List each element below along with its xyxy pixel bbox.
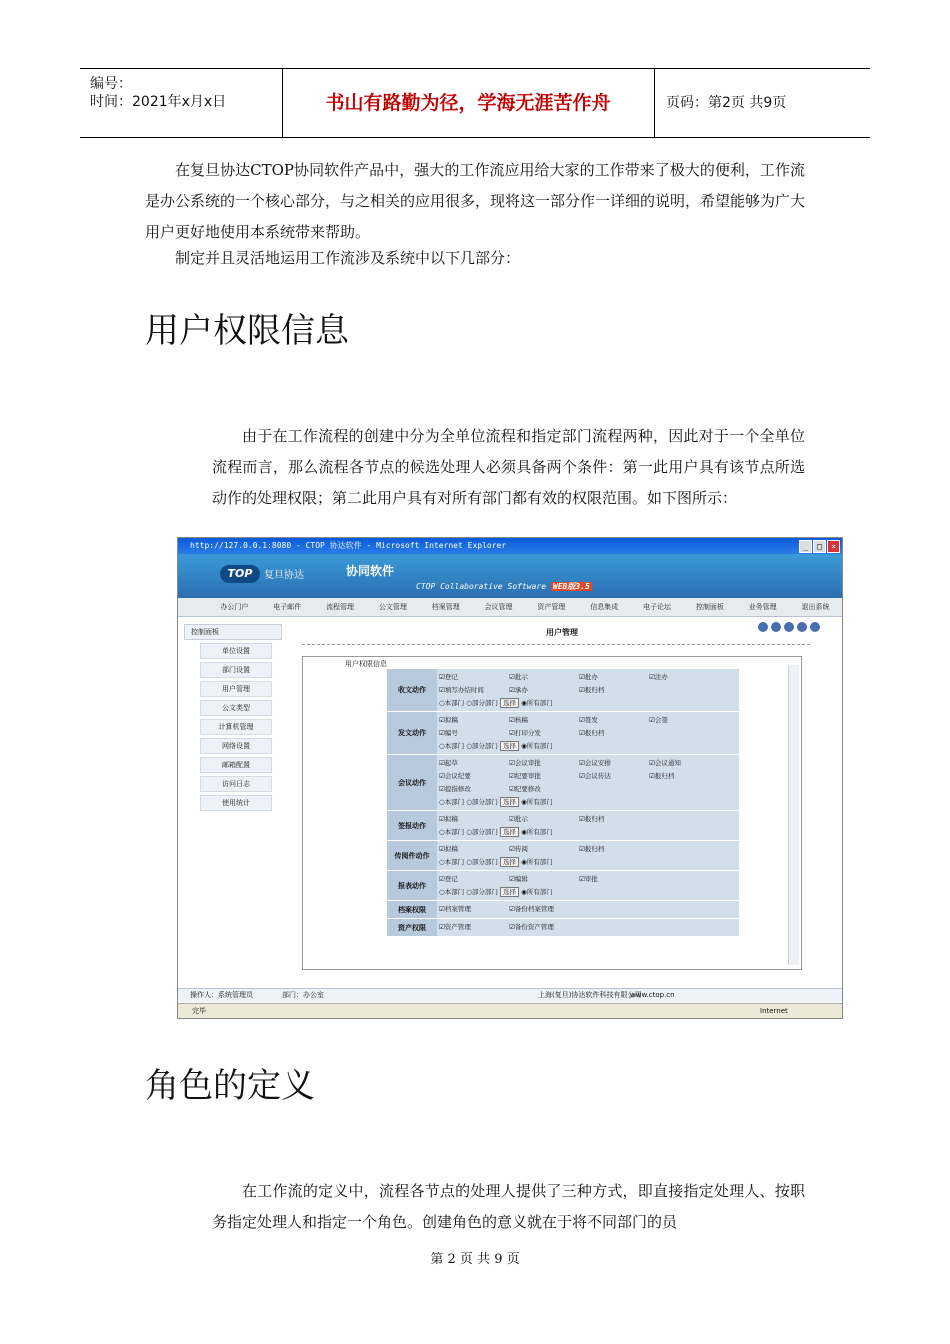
permission-group-label: 签报动作: [387, 811, 437, 840]
permission-checkbox[interactable]: ☑纪要审批: [509, 772, 541, 780]
scope-selector: [439, 856, 737, 868]
scope-own-radio[interactable]: ○本部门: [439, 828, 465, 836]
nav-item-control-panel[interactable]: 控制面板: [695, 603, 724, 611]
permission-checkbox[interactable]: ☑核稿: [509, 716, 528, 724]
permission-checkbox[interactable]: ☑传阅: [509, 845, 528, 853]
permission-checkbox[interactable]: ☑会签: [649, 716, 668, 724]
fieldset-legend: 用户权限信息: [345, 660, 387, 668]
header-meta-cell: [80, 69, 283, 137]
sidebar-item-computers[interactable]: 计算机管理: [200, 719, 272, 735]
scope-all-radio[interactable]: ◉所有部门: [521, 742, 553, 750]
permission-option-label: 会议安排: [584, 759, 611, 767]
app-status-bar: [178, 988, 842, 1002]
permission-checkbox[interactable]: ☑档案管理: [439, 905, 471, 913]
permission-option-label: 传阅: [514, 845, 528, 853]
permission-checkbox[interactable]: ☑审批: [579, 875, 598, 883]
permission-group-label: 发文动作: [387, 712, 437, 754]
permission-checkbox[interactable]: ☑起草: [439, 759, 458, 767]
permission-checkbox[interactable]: ☑资产管理: [439, 923, 471, 931]
permission-row: [387, 669, 739, 712]
help-icon[interactable]: [810, 622, 820, 632]
permission-option-label: 备份档案管理: [514, 905, 554, 913]
permission-checkbox[interactable]: ☑批办: [579, 673, 598, 681]
nav-item-business[interactable]: 业务管理: [748, 603, 777, 611]
permission-checkbox[interactable]: ☑备份资产管理: [509, 923, 554, 931]
scope-part-radio[interactable]: ○部分部门: [466, 699, 498, 707]
permission-option-label: 纪要修改: [514, 785, 541, 793]
permission-checkbox[interactable]: ☑登记: [439, 673, 458, 681]
section2-body: 在工作流的定义中，流程各节点的处理人提供了三种方式，即直接指定处理人、按职务指定处理人和指定一个角色。创建角色的意义就在于将不同部门的员: [212, 1182, 805, 1231]
permission-row: [387, 811, 739, 841]
permission-checkbox[interactable]: ☑会议纪要: [439, 772, 471, 780]
permission-option-label: 会议传达: [584, 772, 611, 780]
panel-title: 控制面板: [184, 624, 282, 640]
permission-checkbox[interactable]: ☑编号: [439, 729, 458, 737]
sidebar-item-network[interactable]: 网络设置: [200, 738, 272, 754]
scope-selector: [439, 740, 737, 752]
page-footer: 第 2 页 共 9 页: [430, 1252, 520, 1267]
permission-option-label: 批示: [514, 673, 528, 681]
maximize-icon[interactable]: □: [813, 540, 826, 553]
permission-checkbox[interactable]: ☑报归档: [579, 729, 605, 737]
ie-status-bar: [178, 1003, 842, 1018]
refresh-icon[interactable]: [784, 622, 794, 632]
permission-option-label: 会签: [654, 716, 668, 724]
permission-group-label: 会议动作: [387, 755, 437, 810]
scope-part-radio[interactable]: ○部分部门: [466, 828, 498, 836]
intro-paragraph-2: 制定并且灵活地运用工作流涉及系统中以下几部分：: [175, 249, 521, 267]
permission-checkbox[interactable]: ☑备份档案管理: [509, 905, 554, 913]
permission-checkbox[interactable]: ☑签发: [579, 716, 598, 724]
permission-group-label: 传阅件动作: [387, 841, 437, 870]
scope-select-button[interactable]: 选择: [500, 827, 519, 837]
permission-option-label: 报归档: [584, 686, 605, 694]
scope-all-radio[interactable]: ◉所有部门: [521, 798, 553, 806]
app-banner: [178, 554, 842, 598]
permission-checkbox[interactable]: ☑报归档: [649, 772, 675, 780]
permission-checkbox[interactable]: ☑批示: [509, 673, 528, 681]
permission-group-label: 资产权限: [387, 919, 437, 936]
globe-icon[interactable]: [771, 622, 781, 632]
permissions-table: [387, 669, 739, 937]
scope-own-radio[interactable]: ○本部门: [439, 858, 465, 866]
edit-icon[interactable]: [758, 622, 768, 632]
embedded-screenshot: [177, 537, 843, 1019]
permission-option-label: 报归档: [584, 845, 605, 853]
nav-item-info[interactable]: 信息集成: [590, 603, 619, 611]
permission-row: [387, 901, 739, 919]
scope-all-radio[interactable]: ◉所有部门: [521, 888, 553, 896]
scope-part-radio[interactable]: ○部分部门: [466, 798, 498, 806]
ctop-logo: TOP: [220, 565, 260, 583]
permission-group-label: 收文动作: [387, 669, 437, 711]
nav-item-documents[interactable]: 公文管理: [378, 603, 407, 611]
time-label: 时间：2021年x月x日: [90, 94, 227, 110]
scrollbar[interactable]: [788, 665, 799, 965]
scope-part-radio[interactable]: ○部分部门: [466, 742, 498, 750]
permission-option-label: 批示: [514, 815, 528, 823]
permission-checkbox[interactable]: ☑提指修改: [439, 785, 471, 793]
intro-paragraph-1: 在复旦协达CTOP协同软件产品中，强大的工作流应用给大家的工作带来了极大的便利，工作流是办公系统的一个核心部分，与之相关的应用很多，现将这一部分作一详细的说明，希望能够为广大用户更好地使用本系统带来帮助。: [145, 161, 806, 241]
ie-zone: Internet: [760, 1007, 788, 1015]
control-panel-sidebar: [184, 624, 282, 811]
scope-all-radio[interactable]: ◉所有部门: [521, 828, 553, 836]
nav-item-portal[interactable]: 办公门户: [220, 603, 249, 611]
permission-checkbox[interactable]: ☑拟稿: [439, 716, 458, 724]
permission-option-label: 编号: [444, 729, 458, 737]
permission-option-label: 打印分发: [514, 729, 541, 737]
permission-option-label: 审批: [584, 875, 598, 883]
app-subtitle: CTOP Collaborative Software WEB版3.5: [416, 582, 590, 591]
status-operator: 操作人：系统管理员: [190, 991, 253, 999]
scope-all-radio[interactable]: ◉所有部门: [521, 699, 553, 707]
scope-select-button[interactable]: 选择: [500, 741, 519, 751]
nav-item-forum[interactable]: 电子论坛: [643, 603, 672, 611]
permission-options: [437, 919, 739, 936]
permission-option-label: 签发: [584, 716, 598, 724]
permission-checkbox[interactable]: ☑批示: [509, 815, 528, 823]
permission-checkbox[interactable]: ☑会议传达: [579, 772, 611, 780]
status-url: www.ctop.cn: [630, 991, 675, 999]
scope-select-button[interactable]: 选择: [500, 887, 519, 897]
ie-status-done: 完毕: [192, 1007, 206, 1015]
scope-select-button[interactable]: 选择: [500, 857, 519, 867]
section-heading-user-permissions: 用户权限信息: [145, 311, 349, 351]
permission-option-label: 会议纪要: [444, 772, 471, 780]
scope-own-radio[interactable]: ○本部门: [439, 888, 465, 896]
sidebar-item-doc-types[interactable]: 公文类型: [200, 700, 272, 716]
permission-option-label: 备份资产管理: [514, 923, 554, 931]
number-label: 编号：: [90, 76, 132, 92]
permission-option-label: 登记: [444, 875, 458, 883]
permission-option-label: 档案管理: [444, 905, 471, 913]
scope-own-radio[interactable]: ○本部门: [439, 798, 465, 806]
permission-options: [437, 901, 739, 918]
sidebar-item-unit[interactable]: 单位设置: [200, 643, 272, 659]
permission-checkbox[interactable]: ☑承办: [509, 686, 528, 694]
permission-checkbox[interactable]: ☑填写办结时间: [439, 686, 484, 694]
permission-options: [437, 712, 739, 754]
permission-checkbox[interactable]: ☑报归档: [579, 686, 605, 694]
permission-checkbox[interactable]: ☑纪要修改: [509, 785, 541, 793]
permission-checkbox[interactable]: ☑拟稿: [439, 845, 458, 853]
nav-item-assets[interactable]: 资产管理: [537, 603, 566, 611]
permission-checkbox[interactable]: ☑拟稿: [439, 815, 458, 823]
document-header: [80, 68, 870, 138]
permission-checkbox[interactable]: ☑编辑: [509, 875, 528, 883]
permission-row: [387, 712, 739, 755]
scope-selector: [439, 697, 737, 709]
scope-selector: [439, 886, 737, 898]
nav-item-email[interactable]: 电子邮件: [273, 603, 302, 611]
ie-title-bar: [178, 538, 842, 554]
scope-selector: [439, 796, 737, 808]
nav-item-logout[interactable]: 退出系统: [801, 603, 830, 611]
permission-group-label: 档案权限: [387, 901, 437, 918]
sidebar-item-users[interactable]: 用户管理: [200, 681, 272, 697]
permission-options: [437, 841, 739, 870]
permission-option-label: 承办: [514, 686, 528, 694]
permission-options: [437, 811, 739, 840]
permission-option-label: 会议审批: [514, 759, 541, 767]
main-title: 用户管理: [546, 628, 578, 637]
permission-option-label: 起草: [444, 759, 458, 767]
permission-option-label: 报归档: [584, 815, 605, 823]
logo-text: 复旦协达: [264, 570, 304, 581]
nav-item-meetings[interactable]: 会议管理: [484, 603, 513, 611]
permission-option-label: 拟稿: [444, 716, 458, 724]
permission-options: [437, 755, 739, 810]
toolbar-icons: [758, 622, 820, 632]
scope-part-radio[interactable]: ○部分部门: [466, 858, 498, 866]
permission-option-label: 提指修改: [444, 785, 471, 793]
status-department: 部门：办公室: [282, 991, 324, 999]
status-company: 上海(复旦)协达软件科技有限公司: [538, 991, 642, 999]
permissions-fieldset: [302, 656, 802, 970]
permission-option-label: 核稿: [514, 716, 528, 724]
permission-checkbox[interactable]: ☑报归档: [579, 815, 605, 823]
scope-own-radio[interactable]: ○本部门: [439, 742, 465, 750]
permission-option-label: 拟稿: [444, 815, 458, 823]
scope-select-button[interactable]: 选择: [500, 698, 519, 708]
permission-row: [387, 919, 739, 937]
scope-part-radio[interactable]: ○部分部门: [466, 888, 498, 896]
nav-item-workflow[interactable]: 流程管理: [326, 603, 355, 611]
permission-option-label: 报归档: [584, 729, 605, 737]
sidebar-item-mailbox[interactable]: 邮箱配置: [200, 757, 272, 773]
permission-checkbox[interactable]: ☑会议通知: [649, 759, 681, 767]
permission-checkbox[interactable]: ☑报归档: [579, 845, 605, 853]
permission-option-label: 登记: [444, 673, 458, 681]
nav-item-archives[interactable]: 档案管理: [431, 603, 460, 611]
permission-row: [387, 755, 739, 811]
divider: [302, 644, 810, 645]
permission-option-label: 编辑: [514, 875, 528, 883]
permission-checkbox[interactable]: ☑会议审批: [509, 759, 541, 767]
forward-icon[interactable]: [797, 622, 807, 632]
header-motto: 书山有路勤为径，学海无涯苦作舟: [282, 69, 655, 137]
permission-options: [437, 669, 739, 711]
section1-body: 由于在工作流程的创建中分为全单位流程和指定部门流程两种，因此对于一个全单位流程而言，那么流程各节点的候选处理人必须具备两个条件：第一此用户具有该节点所选动作的处理权限；第二此用户具有对所有部门都有效的权限范围。如下图所示：: [212, 427, 805, 507]
minimize-icon[interactable]: _: [799, 540, 812, 553]
permission-option-label: 报归档: [654, 772, 675, 780]
permission-option-label: 批办: [584, 673, 598, 681]
permission-option-label: 资产管理: [444, 923, 471, 931]
app-title: 协同软件: [346, 564, 395, 578]
permission-option-label: 会议通知: [654, 759, 681, 767]
scope-selector: [439, 826, 737, 838]
permission-checkbox[interactable]: ☑打印分发: [509, 729, 541, 737]
permission-group-label: 报表动作: [387, 871, 437, 900]
version-badge: WEB版3.5: [552, 582, 590, 591]
sidebar-item-access-log[interactable]: 访问日志: [200, 776, 272, 792]
close-icon[interactable]: ×: [827, 540, 840, 553]
scope-all-radio[interactable]: ◉所有部门: [521, 858, 553, 866]
permission-checkbox[interactable]: ☑注办: [649, 673, 668, 681]
permission-row: [387, 871, 739, 901]
sidebar-item-usage-stats[interactable]: 使用统计: [200, 795, 272, 811]
permission-option-label: 填写办结时间: [444, 686, 484, 694]
window-title: http://127.0.0.1:8080 - CTOP 协达软件 - Microsoft Internet Explorer: [190, 541, 507, 550]
permission-option-label: 注办: [654, 673, 668, 681]
permission-option-label: 拟稿: [444, 845, 458, 853]
permission-row: [387, 841, 739, 871]
scope-select-button[interactable]: 选择: [500, 797, 519, 807]
window-controls: [799, 540, 840, 553]
permission-checkbox[interactable]: ☑登记: [439, 875, 458, 883]
permission-checkbox[interactable]: ☑会议安排: [579, 759, 611, 767]
scope-own-radio[interactable]: ○本部门: [439, 699, 465, 707]
permission-option-label: 纪要审批: [514, 772, 541, 780]
sidebar-item-department[interactable]: 部门设置: [200, 662, 272, 678]
permission-options: [437, 871, 739, 900]
header-page-info: 页码：第2页 共9页: [666, 95, 787, 111]
main-nav: [178, 598, 842, 617]
section-heading-role-definition: 角色的定义: [145, 1066, 315, 1106]
